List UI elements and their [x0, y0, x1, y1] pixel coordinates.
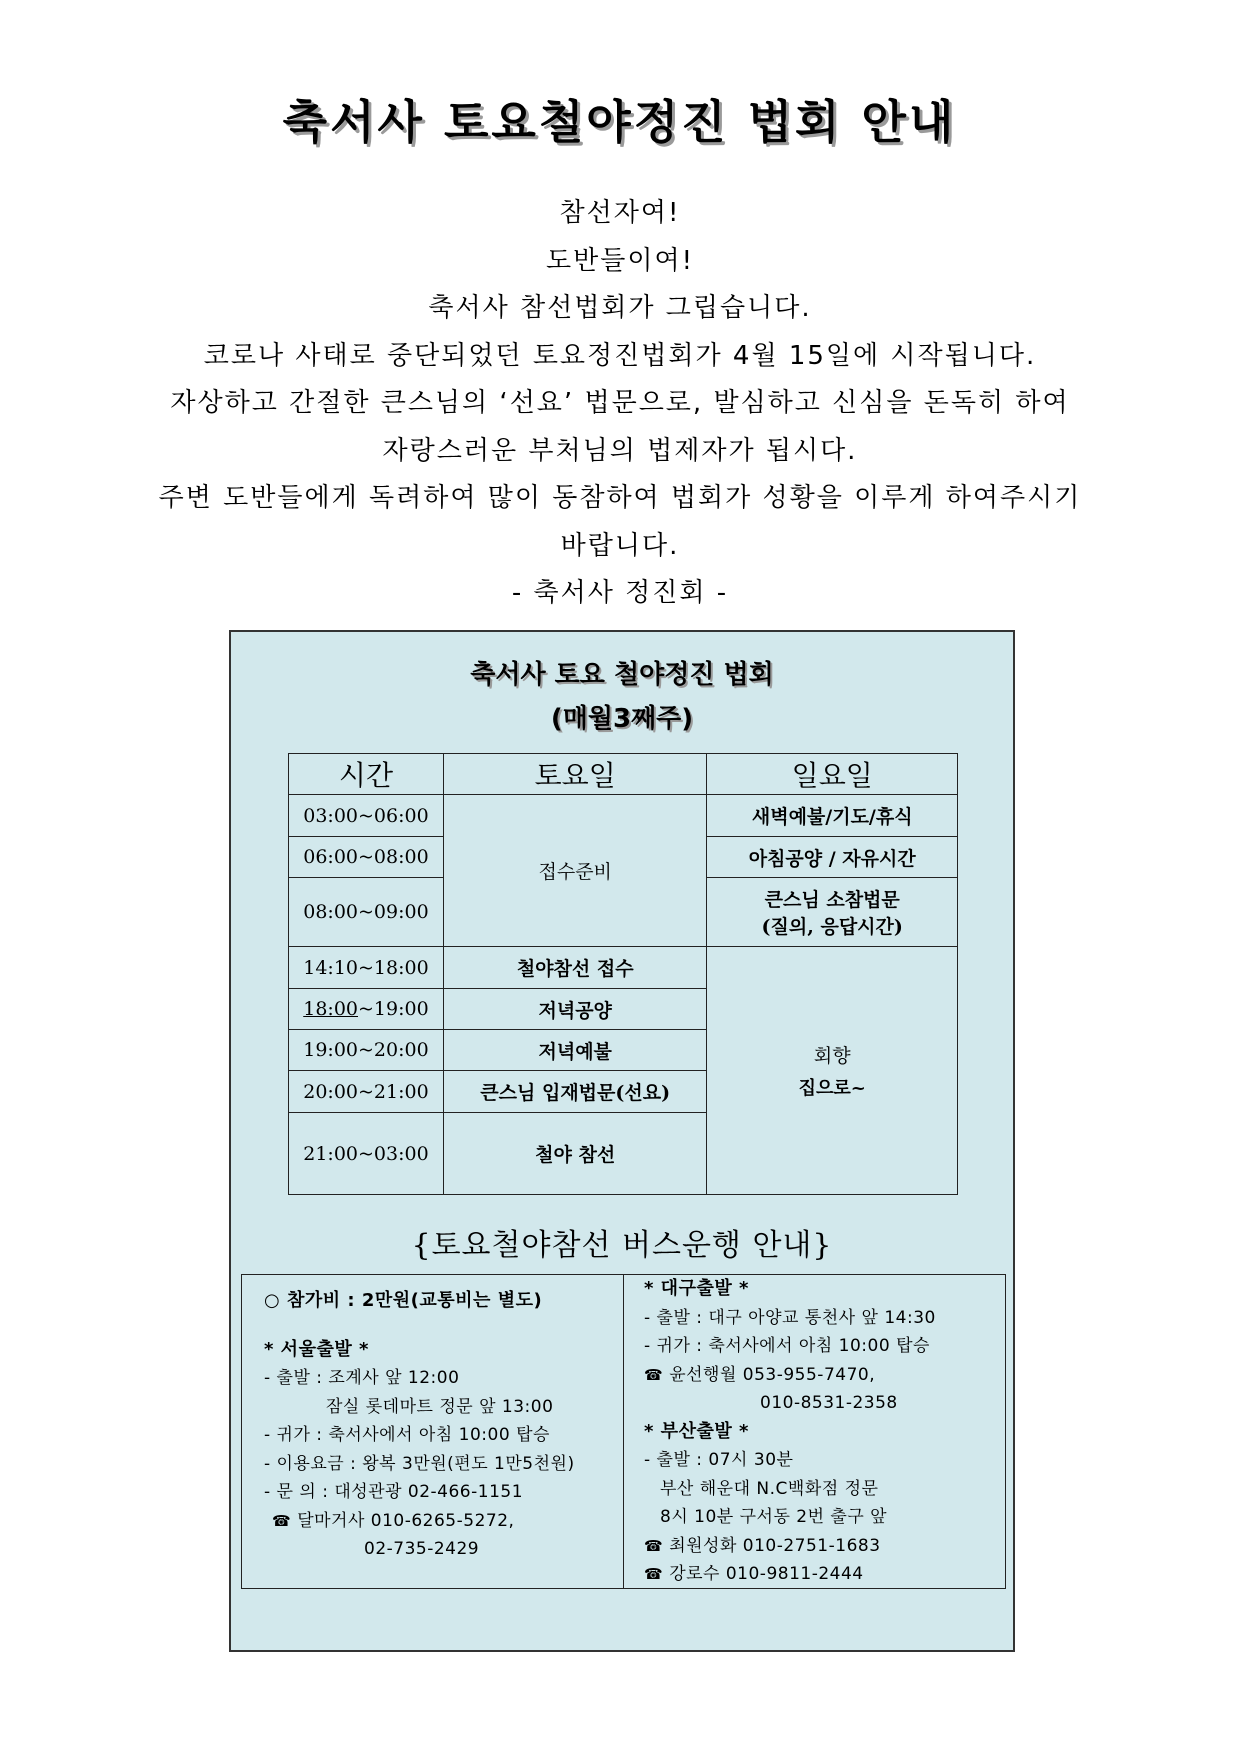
header-saturday: 토요일 [443, 754, 707, 795]
saturday-cell: 철야 참선 [443, 1113, 707, 1195]
phone-icon: ☎ [644, 1536, 664, 1555]
schedule-table [288, 753, 958, 1195]
intro-line: 주변 도반들에게 독려하여 많이 동참하여 법회가 성황을 이루게 하여주시기 [158, 483, 1082, 513]
saturday-cell: 저녁공양 [443, 989, 707, 1030]
time-cell: 20:00~21:00 [289, 1071, 444, 1113]
busan-contact [644, 1560, 1005, 1589]
seoul-contact-extra: 02-735-2429 [364, 1539, 480, 1559]
intro-signature: - 축서사 정진회 - [511, 578, 729, 608]
bus-left-column [242, 1275, 624, 1588]
daegu-contact-text: 윤선행월 053-955-7470, [669, 1364, 876, 1385]
time-cell: 06:00~08:00 [289, 837, 444, 878]
bus-info-box [241, 1274, 1006, 1589]
header-time: 시간 [289, 754, 444, 795]
seoul-line: - 출발 : 조계사 앞 12:00 [264, 1368, 460, 1388]
bus-section-title: {토요철야참선 버스운행 안내} [411, 1228, 833, 1263]
time-rest: ~19:00 [358, 998, 429, 1020]
daegu-line: - 출발 : 대구 아양교 통천사 앞 14:30 [644, 1307, 936, 1328]
table-row [289, 947, 958, 989]
seoul-line: - 문 의 : 대성관광 02-466-1151 [264, 1482, 524, 1502]
sunday-talk: 큰스님 소참법문 [764, 889, 900, 911]
intro-line: 도반들이여! [545, 245, 694, 276]
intro-line: 자상하고 간절한 큰스님의 ‘선요’ 법문으로, 발심하고 신심을 돈독히 하여 [170, 388, 1070, 418]
panel-subtitle: (매월3째주) [550, 704, 694, 734]
seoul-line: - 이용요금 : 왕복 3만원(편도 1만5천원) [264, 1453, 575, 1474]
time-cell: 08:00~09:00 [289, 878, 444, 947]
busan-contact-text: 최원성화 010-2751-1683 [669, 1535, 881, 1556]
busan-contact [644, 1532, 1005, 1561]
daegu-contact [644, 1361, 1005, 1390]
time-cell: 19:00~20:00 [289, 1030, 444, 1071]
table-row [289, 795, 958, 837]
time-cell: 21:00~03:00 [289, 1113, 444, 1195]
intro-line: 자랑스러운 부처님의 법제자가 됩시다. [382, 435, 858, 466]
return-cell [707, 947, 958, 1195]
busan-line: 부산 해운대 N.C백화점 정문 [660, 1478, 879, 1499]
busan-contact-text: 강로수 010-9811-2444 [669, 1564, 864, 1584]
seoul-line: 잠실 롯데마트 정문 앞 13:00 [326, 1396, 554, 1417]
intro-line: 코로나 사태로 중단되었던 토요정진법회가 4월 15일에 시작됩니다. [203, 340, 1037, 371]
time-underlined: 18:00 [303, 998, 358, 1020]
busan-line: - 출발 : 07시 30분 [644, 1450, 794, 1470]
event-panel [229, 630, 1015, 1652]
saturday-cell: 큰스님 입재법문(선요) [443, 1071, 707, 1113]
seoul-contact-text: 달마거사 010-6265-5272, [297, 1510, 515, 1531]
phone-icon: ☎ [644, 1365, 664, 1384]
busan-title: * 부산출발 * [644, 1420, 749, 1442]
page-title: 축서사 토요철야정진 법회 안내 [282, 95, 957, 149]
seoul-line: - 귀가 : 축서사에서 아침 10:00 탑승 [264, 1425, 550, 1445]
bus-right-column [624, 1275, 1005, 1588]
daegu-title: * 대구출발 * [644, 1278, 749, 1299]
seoul-title: * 서울출발 * [264, 1338, 369, 1360]
intro-line: 바랍니다. [560, 530, 680, 561]
time-cell: 03:00~06:00 [289, 795, 444, 837]
sunday-cell: 새벽예불/기도/휴식 [707, 795, 958, 837]
time-cell [289, 989, 444, 1030]
phone-icon: ☎ [272, 1511, 292, 1530]
saturday-cell: 철야참선 접수 [443, 947, 707, 989]
table-header-row [289, 754, 958, 795]
seoul-contact [264, 1507, 623, 1536]
time-cell: 14:10~18:00 [289, 947, 444, 989]
sunday-cell [707, 878, 958, 947]
intro-text [95, 190, 1145, 618]
busan-line: 8시 10분 구서동 2번 출구 앞 [660, 1507, 888, 1527]
daegu-line: - 귀가 : 축서사에서 아침 10:00 탑승 [644, 1336, 930, 1356]
return-main: 회향 [813, 1045, 851, 1067]
return-sub: 집으로~ [798, 1078, 866, 1099]
daegu-contact-extra: 010-8531-2358 [760, 1393, 898, 1413]
panel-title: 축서사 토요 철야정진 법회 [470, 660, 774, 690]
phone-icon: ☎ [644, 1565, 664, 1583]
fee-line: ○ 참가비 : 2만원(교통비는 별도) [264, 1290, 543, 1311]
sunday-cell: 아침공양 / 자유시간 [707, 837, 958, 878]
intro-line: 축서사 참선법회가 그립습니다. [428, 293, 812, 323]
reception-cell: 접수준비 [443, 795, 707, 947]
header-sunday: 일요일 [707, 754, 958, 795]
sunday-talk-note: (질의, 응답시간) [761, 916, 903, 938]
intro-line: 참선자여! [559, 198, 681, 228]
saturday-cell: 저녁예불 [443, 1030, 707, 1071]
